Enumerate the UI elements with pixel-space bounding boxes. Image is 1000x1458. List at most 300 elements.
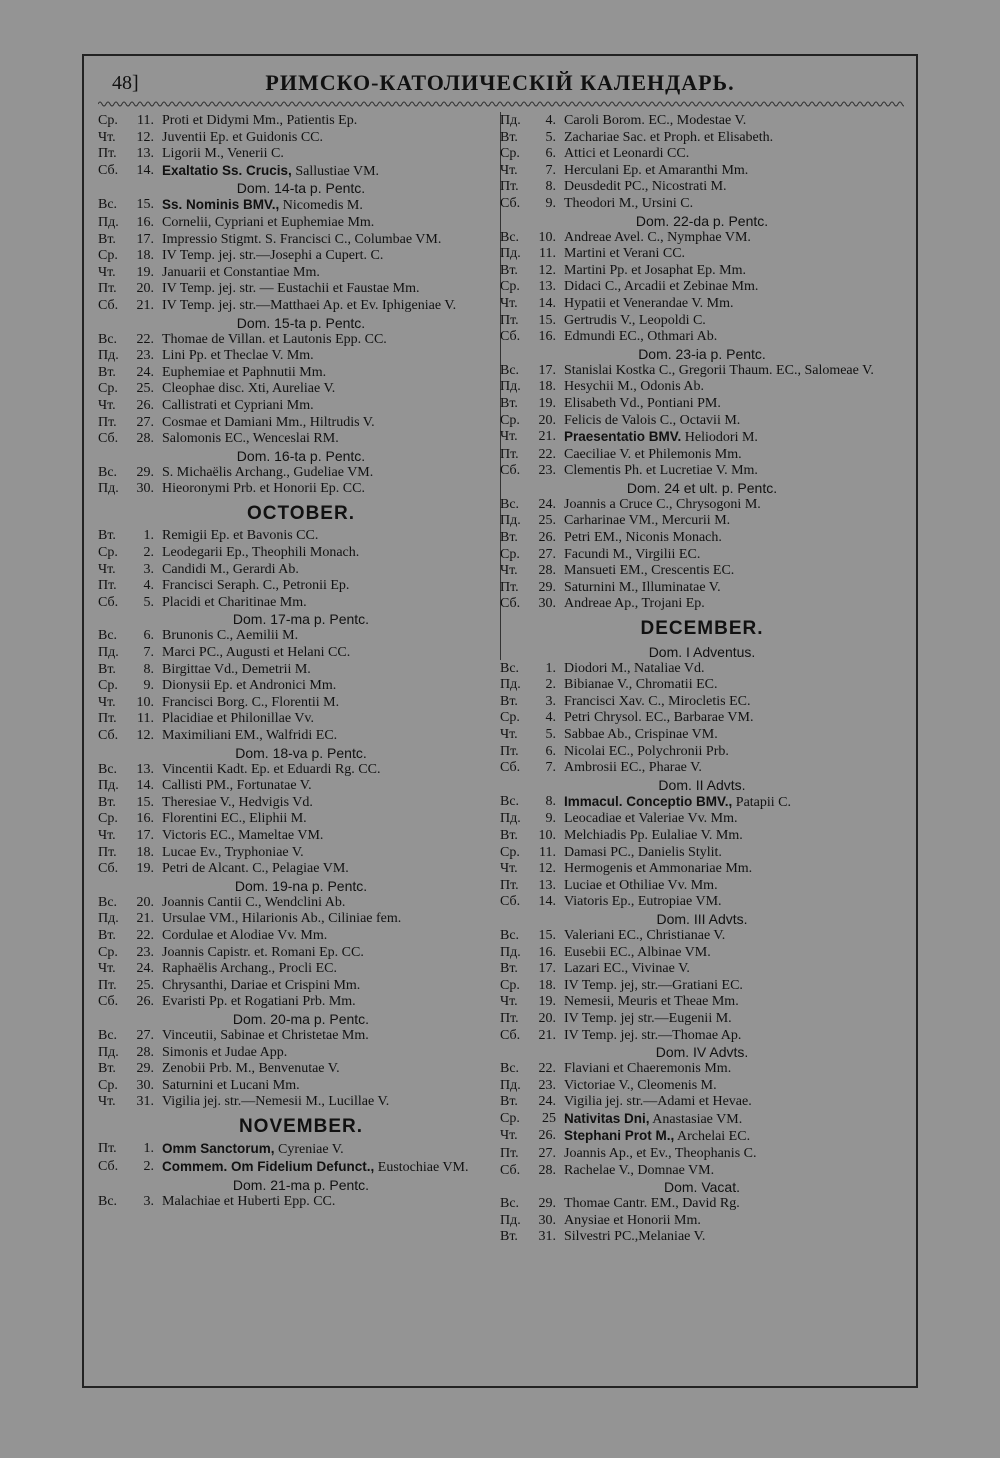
weekday: Вс. xyxy=(98,761,118,777)
weekday: Чт. xyxy=(500,727,518,742)
calendar-page xyxy=(82,54,918,1388)
day-number: 8. xyxy=(545,179,556,195)
calendar-entry xyxy=(500,497,904,514)
feast-text xyxy=(564,563,904,580)
calendar-entry xyxy=(500,513,904,530)
feast-text xyxy=(564,413,904,430)
feast-saints: Valeriani EC., Christianae V. xyxy=(564,927,726,943)
calendar-entry xyxy=(500,811,904,828)
day-number: 14. xyxy=(538,894,556,910)
calendar-entry xyxy=(98,895,504,912)
wavy-rule xyxy=(98,100,904,108)
calendar-entry xyxy=(500,794,904,812)
feast-text xyxy=(162,298,504,315)
day-number: 21. xyxy=(538,429,556,445)
feast-saints: Francisci Borg. C., Florentii M. xyxy=(162,694,340,710)
day-number: 20. xyxy=(136,281,154,297)
feast-highlight: Praesentatio BMV. xyxy=(564,429,682,445)
calendar-entry xyxy=(98,1194,504,1211)
feast-saints: Brunonis C., Aemilii M. xyxy=(162,628,299,644)
feast-saints: Didaci C., Arcadii et Zebinae Mm. xyxy=(564,279,759,295)
day-number: 17. xyxy=(136,231,154,247)
feast-saints: Clementis Ph. et Lucretiae V. Mm. xyxy=(564,463,758,479)
calendar-entry xyxy=(98,465,504,482)
day-number: 5. xyxy=(143,594,154,610)
feast-text xyxy=(564,329,904,346)
feast-text xyxy=(564,894,904,911)
day-number: 30. xyxy=(136,481,154,497)
calendar-entry xyxy=(500,113,904,130)
weekday: Сб. xyxy=(98,162,119,178)
weekday: Пд. xyxy=(98,911,119,927)
feast-text xyxy=(162,332,504,349)
calendar-entry xyxy=(500,413,904,430)
feast-text xyxy=(162,1061,504,1078)
feast-saints: Ursulae VM., Hilarionis Ab., Ciliniae fem. xyxy=(162,911,402,927)
feast-text xyxy=(162,994,504,1011)
feast-text xyxy=(564,961,904,978)
feast-saints: Stanislai Kostka C., Gregorii Thaum. EC., Salomeae V. xyxy=(564,362,874,378)
feast-text xyxy=(564,710,904,727)
feast-text xyxy=(564,196,904,213)
calendar-entry xyxy=(98,911,504,928)
feast-text xyxy=(564,1061,904,1078)
day-number: 23. xyxy=(538,1077,556,1093)
feast-text xyxy=(564,878,904,895)
feast-saints: Andreae Avel. C., Nymphae VM. xyxy=(564,229,751,245)
feast-text xyxy=(162,113,504,130)
weekday: Ср. xyxy=(98,381,118,397)
feast-saints: Zenobii Prb. M., Benvenutae V. xyxy=(162,1061,340,1077)
calendar-entry xyxy=(98,778,504,795)
day-number: 21. xyxy=(136,297,154,313)
weekday: Вс. xyxy=(500,927,520,943)
day-number: 17. xyxy=(136,827,154,843)
feast-saints: Francisci Seraph. C., Petronii Ep. xyxy=(162,578,350,594)
feast-highlight: Commem. Om Fidelium Defunct., xyxy=(162,1159,375,1175)
day-number: 24. xyxy=(538,1094,556,1110)
day-number: 30. xyxy=(538,1212,556,1228)
day-number: 13. xyxy=(538,877,556,893)
feast-text xyxy=(162,265,504,282)
weekday: Вт. xyxy=(500,961,518,977)
calendar-entry xyxy=(500,1163,904,1180)
calendar-entry xyxy=(500,296,904,313)
calendar-entry xyxy=(98,945,504,962)
feast-text xyxy=(162,928,504,945)
feast-text xyxy=(162,845,504,862)
calendar-entry xyxy=(98,398,504,415)
day-number: 19. xyxy=(136,861,154,877)
feast-text xyxy=(162,762,504,779)
calendar-entry xyxy=(500,179,904,196)
feast-text xyxy=(162,711,504,728)
weekday: Пд. xyxy=(98,645,119,661)
feast-text xyxy=(162,578,504,595)
feast-saints: Vincentii Kadt. Ep. et Eduardi Rg. CC. xyxy=(162,761,381,777)
weekday: Ср. xyxy=(500,546,520,562)
calendar-entry xyxy=(500,379,904,396)
weekday: Сб. xyxy=(98,297,119,313)
weekday: Вс. xyxy=(98,1193,118,1209)
feast-text xyxy=(564,1111,904,1129)
weekday: Сб. xyxy=(500,329,521,345)
calendar-entry xyxy=(500,463,904,480)
feast-saints: Felicis de Valois C., Octavii M. xyxy=(564,412,741,428)
feast-saints: Attici et Leonardi CC. xyxy=(564,146,690,162)
day-number: 9. xyxy=(143,678,154,694)
day-number: 12. xyxy=(136,129,154,145)
feast-text xyxy=(564,497,904,514)
calendar-entry xyxy=(500,760,904,777)
feast-saints: Victoris EC., Mameltae VM. xyxy=(162,827,324,843)
feast-saints: Silvestri PC.,Melaniae V. xyxy=(564,1229,706,1245)
feast-saints: IV Temp. jej str.—Eugenii M. xyxy=(564,1010,732,1026)
day-number: 28. xyxy=(136,1044,154,1060)
feast-saints: Thomae Cantr. EM., David Rg. xyxy=(564,1196,740,1212)
feast-text xyxy=(564,363,904,380)
feast-saints: Hieoronymi Prb. et Honorii Ep. CC. xyxy=(162,481,365,497)
day-number: 8. xyxy=(143,661,154,677)
feast-saints: Saturnini et Lucani Mm. xyxy=(162,1077,300,1093)
weekday: Пд. xyxy=(500,811,521,827)
feast-text xyxy=(564,179,904,196)
feast-highlight: Nativitas Dni, xyxy=(564,1110,650,1126)
calendar-entry xyxy=(500,694,904,711)
feast-saints: Florentini EC., Eliphii M. xyxy=(162,811,307,827)
calendar-entry xyxy=(500,146,904,163)
weekday: Сб. xyxy=(98,728,119,743)
day-number: 12. xyxy=(538,262,556,278)
day-number: 13. xyxy=(136,761,154,777)
feast-saints: Petri de Alcant. C., Pelagiae VM. xyxy=(162,861,349,877)
feast-saints: Ambrosii EC., Pharae V. xyxy=(564,760,702,776)
calendar-entry xyxy=(500,1094,904,1111)
calendar-entry xyxy=(98,215,504,232)
day-number: 20. xyxy=(538,412,556,428)
feast-text xyxy=(564,1128,904,1146)
weekday: Вс. xyxy=(98,197,118,213)
feast-text xyxy=(564,530,904,547)
feast-text xyxy=(564,1229,904,1246)
feast-saints: S. Michaëlis Archang., Gudeliae VM. xyxy=(162,464,374,480)
day-number: 14. xyxy=(136,778,154,794)
feast-text xyxy=(162,961,504,978)
calendar-entry xyxy=(98,762,504,779)
feast-text xyxy=(564,1163,904,1180)
feast-text xyxy=(162,945,504,962)
weekday: Вт. xyxy=(98,231,116,247)
day-number: 21. xyxy=(136,911,154,927)
day-number: 15. xyxy=(136,794,154,810)
feast-text xyxy=(162,811,504,828)
day-number: 17. xyxy=(538,362,556,378)
feast-text xyxy=(564,146,904,163)
weekday: Сб. xyxy=(500,1027,521,1043)
feast-saints: Cordulae et Alodiae Vv. Mm. xyxy=(162,927,328,943)
feast-saints: Anastasiae VM. xyxy=(649,1111,743,1127)
calendar-entry xyxy=(98,1061,504,1078)
weekday: Вт. xyxy=(98,794,116,810)
calendar-entry xyxy=(98,381,504,398)
weekday: Пт. xyxy=(500,579,519,595)
weekday: Сб. xyxy=(98,994,119,1010)
feast-text xyxy=(162,281,504,298)
sunday-heading: Dom. 18-va p. Pentc. xyxy=(235,744,367,761)
weekday: Пт. xyxy=(500,877,519,893)
weekday: Вс. xyxy=(98,894,118,910)
feast-saints: Viatoris Ep., Eutropiae VM. xyxy=(564,894,722,910)
feast-saints: Martini Pp. et Josaphat Ep. Mm. xyxy=(564,262,746,278)
sunday-heading: Dom. I Adventus. xyxy=(648,643,756,660)
day-number: 24. xyxy=(136,961,154,977)
calendar-entry xyxy=(98,728,504,745)
feast-saints: Joannis Capistr. et. Romani Ep. CC. xyxy=(162,944,364,960)
calendar-entry xyxy=(98,130,504,147)
feast-text xyxy=(564,1146,904,1163)
feast-saints: Salomonis EC., Wenceslai RM. xyxy=(162,431,339,447)
feast-text xyxy=(162,1159,504,1177)
feast-saints: Rachelae V., Domnae VM. xyxy=(564,1162,715,1178)
day-number: 31. xyxy=(136,1094,154,1110)
feast-text xyxy=(564,845,904,862)
feast-saints: Sabbae Ab., Crispinae VM. xyxy=(564,727,718,742)
weekday: Сб. xyxy=(500,1162,521,1178)
day-number: 1. xyxy=(545,660,556,676)
feast-text xyxy=(564,396,904,413)
day-number: 12. xyxy=(136,728,154,743)
day-number: 28. xyxy=(538,1162,556,1178)
calendar-entry xyxy=(500,1028,904,1045)
feast-text xyxy=(564,1094,904,1111)
weekday: Вс. xyxy=(500,1061,520,1077)
feast-saints: Placidiae et Philonillae Vv. xyxy=(162,711,315,727)
weekday: Сб. xyxy=(500,894,521,910)
calendar-entry xyxy=(500,878,904,895)
weekday: Чт. xyxy=(500,563,518,579)
day-number: 22. xyxy=(136,331,154,347)
calendar-entry xyxy=(98,861,504,878)
day-number: 13. xyxy=(136,146,154,162)
weekday: Ср. xyxy=(98,678,118,694)
calendar-entry xyxy=(500,1128,904,1146)
weekday: Чт. xyxy=(500,295,518,311)
day-number: 11. xyxy=(539,844,556,860)
feast-saints: Callistrati et Cypriani Mm. xyxy=(162,397,314,413)
page-title: РИМСКО-КАТОЛИЧЕСКІЙ КАЛЕНДАРЬ. xyxy=(265,70,735,95)
day-number: 18. xyxy=(538,379,556,395)
feast-text xyxy=(162,978,504,995)
calendar-entry xyxy=(500,263,904,280)
feast-saints: Dionysii Ep. et Andronici Mm. xyxy=(162,678,337,694)
weekday: Ср. xyxy=(98,113,118,128)
weekday: Вс. xyxy=(500,496,520,512)
feast-text xyxy=(564,1078,904,1095)
calendar-entry xyxy=(98,695,504,712)
feast-text xyxy=(162,1028,504,1045)
feast-saints: Malachiae et Huberti Epp. CC. xyxy=(162,1193,336,1209)
feast-saints: IV Temp. jej. str. — Eustachii et Faustae Mm. xyxy=(162,281,420,297)
feast-text xyxy=(564,447,904,464)
left-column xyxy=(98,113,504,1210)
weekday: Чт. xyxy=(500,861,518,877)
day-number: 19. xyxy=(538,395,556,411)
feast-text xyxy=(564,113,904,130)
weekday: Пд. xyxy=(500,677,521,693)
feast-saints: Nemesii, Meuris et Theae Mm. xyxy=(564,994,739,1010)
feast-text xyxy=(564,163,904,180)
sunday-heading: Dom. 23-ia p. Pentc. xyxy=(638,345,766,362)
calendar-entry xyxy=(98,994,504,1011)
feast-text xyxy=(162,348,504,365)
feast-text xyxy=(564,994,904,1011)
day-number: 29. xyxy=(136,1061,154,1077)
weekday: Вт. xyxy=(500,827,518,843)
sunday-heading: Dom. IV Advts. xyxy=(655,1044,749,1061)
day-number: 23. xyxy=(136,348,154,364)
feast-saints: Cyreniae V. xyxy=(274,1142,344,1158)
feast-saints: Vigilia jej. str.—Adami et Hevae. xyxy=(564,1094,752,1110)
weekday: Вс. xyxy=(500,1196,520,1212)
weekday: Пд. xyxy=(500,379,521,395)
day-number: 6. xyxy=(143,628,154,644)
weekday: Вт. xyxy=(98,364,116,380)
calendar-entry xyxy=(98,678,504,695)
day-number: 11. xyxy=(137,711,154,727)
month-heading: OCTOBER. xyxy=(247,502,355,524)
weekday: Пд. xyxy=(98,481,119,497)
feast-text xyxy=(564,379,904,396)
calendar-entry xyxy=(98,281,504,298)
feast-text xyxy=(162,678,504,695)
sunday-heading: Dom. 22-da p. Pentc. xyxy=(635,212,769,229)
calendar-entry xyxy=(98,928,504,945)
feast-text xyxy=(162,365,504,382)
sunday-heading: Dom. 20-ma p. Pentc. xyxy=(232,1010,370,1027)
feast-saints: Candidi M., Gerardi Ab. xyxy=(162,561,299,577)
calendar-entry xyxy=(500,1111,904,1129)
feast-text xyxy=(162,163,504,181)
calendar-entry xyxy=(500,945,904,962)
feast-saints: Archelai EC. xyxy=(674,1129,751,1145)
calendar-entry xyxy=(500,563,904,580)
weekday: Пт. xyxy=(98,146,117,162)
weekday: Пт. xyxy=(98,711,117,727)
feast-saints: Theodori M., Ursini C. xyxy=(564,195,694,211)
calendar-entry xyxy=(98,828,504,845)
day-number: 19. xyxy=(538,994,556,1010)
feast-saints: Zachariae Sac. et Proph. et Elisabeth. xyxy=(564,129,774,145)
calendar-entry xyxy=(98,645,504,662)
calendar-entry xyxy=(98,248,504,265)
feast-text xyxy=(564,861,904,878)
feast-text xyxy=(564,928,904,945)
feast-text xyxy=(564,661,904,678)
weekday: Ср. xyxy=(500,412,520,428)
feast-saints: Luciae et Othiliae Vv. Mm. xyxy=(564,877,718,893)
calendar-entry xyxy=(98,146,504,163)
weekday: Сб. xyxy=(98,431,119,447)
weekday: Ср. xyxy=(500,710,520,726)
calendar-entry xyxy=(500,1146,904,1163)
day-number: 14. xyxy=(136,162,154,178)
feast-saints: Hesychii M., Odonis Ab. xyxy=(564,379,704,395)
weekday: Вт. xyxy=(98,1061,116,1077)
feast-saints: Damasi PC., Danielis Stylit. xyxy=(564,844,722,860)
day-number: 24. xyxy=(136,364,154,380)
feast-text xyxy=(564,1213,904,1230)
day-number: 23. xyxy=(136,944,154,960)
sunday-heading: Dom. 21-ma p. Pentc. xyxy=(232,1176,370,1193)
calendar-entry xyxy=(500,828,904,845)
feast-text xyxy=(564,978,904,995)
weekday: Пд. xyxy=(98,348,119,364)
feast-saints: Vigilia jej. str.—Nemesii M., Lucillae V. xyxy=(162,1094,390,1110)
feast-text xyxy=(162,662,504,679)
feast-text xyxy=(564,313,904,330)
calendar-entry xyxy=(98,332,504,349)
calendar-entry xyxy=(98,265,504,282)
calendar-entry xyxy=(98,113,504,130)
feast-text xyxy=(162,1094,504,1111)
day-number: 7. xyxy=(143,645,154,661)
feast-saints: Heliodori M. xyxy=(681,430,758,446)
feast-highlight: Omm Sanctorum, xyxy=(162,1141,275,1157)
feast-text xyxy=(564,246,904,263)
feast-saints: Cornelii, Cypriani et Euphemiae Mm. xyxy=(162,214,375,230)
feast-saints: Mansueti EM., Crescentis EC. xyxy=(564,563,735,579)
weekday: Ср. xyxy=(98,944,118,960)
day-number: 4. xyxy=(143,578,154,594)
calendar-entry xyxy=(500,677,904,694)
month-heading: DECEMBER. xyxy=(640,618,764,640)
weekday: Пд. xyxy=(98,1044,119,1060)
day-number: 22. xyxy=(538,446,556,462)
calendar-entry xyxy=(500,661,904,678)
feast-saints: Lazari EC., Vivinae V. xyxy=(564,961,690,977)
calendar-entry xyxy=(500,313,904,330)
weekday: Пт. xyxy=(500,743,519,759)
feast-text xyxy=(564,580,904,597)
feast-saints: Marci PC., Augusti et Helani CC. xyxy=(162,645,351,661)
feast-saints: IV Temp. jej. str.—Matthaei Ap. et Ev. Iphigeniae V. xyxy=(162,297,457,313)
day-number: 4. xyxy=(545,113,556,128)
sunday-heading: Dom. 14-ta p. Pentc. xyxy=(236,180,366,197)
day-number: 19. xyxy=(136,264,154,280)
calendar-entry xyxy=(98,298,504,315)
day-number: 26. xyxy=(538,530,556,546)
calendar-entry xyxy=(98,545,504,562)
calendar-entry xyxy=(98,845,504,862)
day-number: 11. xyxy=(539,246,556,262)
feast-saints: Cleophae disc. Xti, Aureliae V. xyxy=(162,381,336,397)
calendar-entry xyxy=(500,329,904,346)
feast-text xyxy=(162,1045,504,1062)
weekday: Вс. xyxy=(98,331,118,347)
day-number: 6. xyxy=(545,743,556,759)
feast-text xyxy=(564,130,904,147)
calendar-entry xyxy=(500,1011,904,1028)
weekday: Чт. xyxy=(500,994,518,1010)
feast-text xyxy=(162,197,504,215)
weekday: Вт. xyxy=(500,693,518,709)
feast-text xyxy=(162,645,504,662)
day-number: 17. xyxy=(538,961,556,977)
feast-saints: Thomae de Villan. et Lautonis Epp. CC. xyxy=(162,331,387,347)
feast-saints: Facundi M., Virgilii EC. xyxy=(564,546,701,562)
day-number: 28. xyxy=(136,431,154,447)
feast-text xyxy=(564,760,904,777)
